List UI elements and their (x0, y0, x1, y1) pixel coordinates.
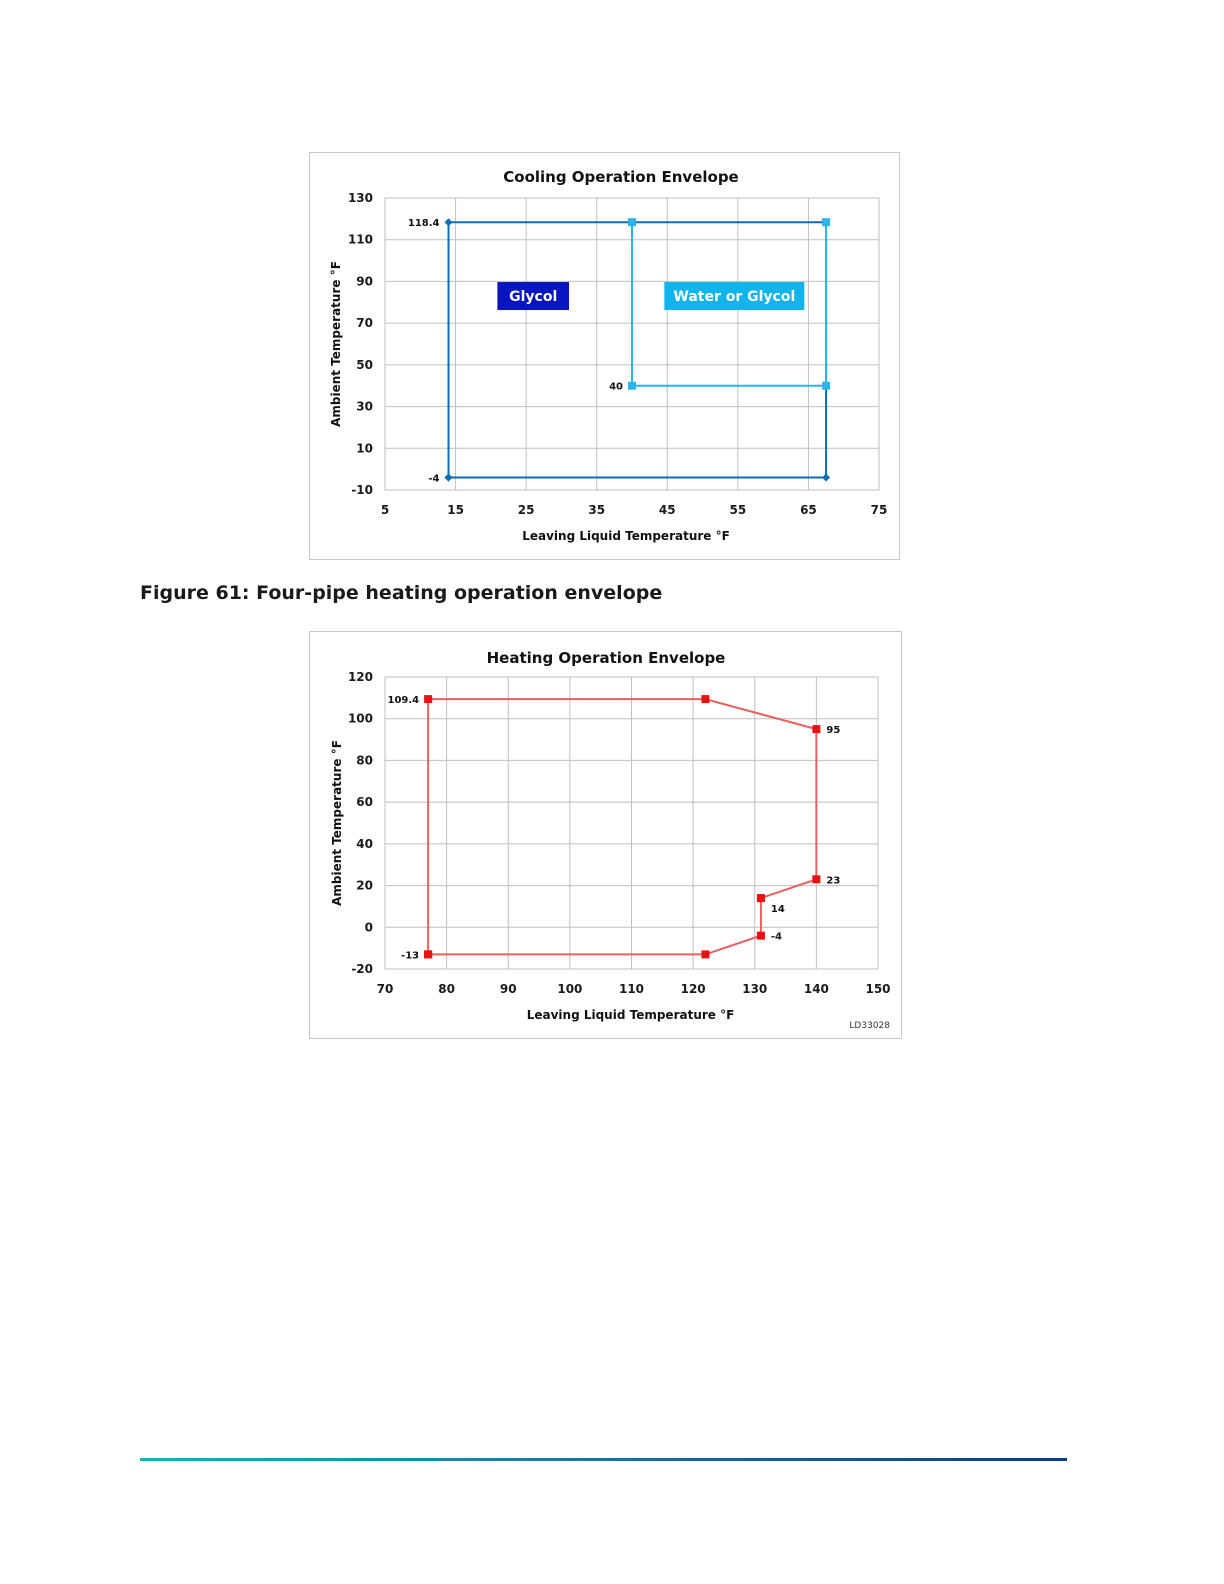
x-axis-title: Leaving Liquid Temperature °F (522, 529, 730, 543)
y-tick-label: 0 (364, 920, 373, 935)
data-label: -13 (401, 950, 420, 962)
x-tick-label: 100 (557, 982, 583, 996)
data-point (757, 894, 765, 902)
y-axis-title: Ambient Temperature °F (330, 740, 344, 906)
y-tick-label: 130 (347, 191, 373, 205)
data-point (628, 382, 636, 390)
data-label: -4 (770, 931, 783, 943)
data-label: -4 (428, 473, 440, 485)
x-tick-label: 70 (376, 982, 394, 996)
x-tick-label: 45 (658, 503, 676, 517)
drawing-code: LD33028 (849, 1021, 890, 1031)
x-tick-label: 25 (517, 503, 535, 517)
data-point (822, 218, 830, 226)
y-tick-label: 30 (356, 399, 373, 414)
x-tick-label: 65 (800, 503, 817, 517)
figure-caption: Figure 61: Four-pipe heating operation envelope (140, 582, 663, 604)
data-label: 109.4 (387, 695, 420, 707)
y-tick-label: -20 (351, 962, 373, 976)
x-tick-label: 130 (742, 982, 768, 996)
data-point (757, 932, 765, 940)
y-tick-label: 50 (356, 357, 373, 372)
data-label: 23 (826, 875, 841, 887)
y-tick-label: 90 (356, 274, 373, 289)
region-label: Glycol (509, 289, 558, 306)
y-tick-label: 80 (356, 753, 373, 768)
x-tick-label: 35 (588, 503, 606, 517)
y-tick-label: -10 (351, 483, 373, 497)
x-tick-label: 120 (680, 982, 706, 996)
data-point (424, 695, 432, 703)
data-point (812, 725, 820, 733)
region-label: Water or Glycol (673, 289, 796, 306)
y-tick-label: 100 (347, 711, 373, 726)
y-tick-label: 70 (356, 316, 373, 331)
y-tick-label: 20 (356, 878, 373, 893)
x-tick-label: 75 (870, 503, 888, 517)
x-tick-label: 15 (447, 503, 464, 517)
data-label: 14 (770, 904, 785, 916)
chart-title: Heating Operation Envelope (486, 649, 726, 667)
x-tick-label: 90 (499, 982, 517, 996)
data-point (424, 950, 432, 958)
y-tick-label: 60 (356, 795, 373, 810)
y-tick-label: 120 (347, 670, 373, 684)
data-label: 95 (826, 725, 841, 737)
data-point (701, 695, 709, 703)
x-tick-label: 80 (438, 982, 455, 996)
y-tick-label: 110 (347, 232, 373, 247)
cooling-envelope-chart (309, 152, 900, 560)
data-label: 118.4 (407, 218, 440, 230)
x-tick-label: 150 (865, 982, 891, 996)
heating-envelope-chart (309, 631, 902, 1039)
footer-divider (140, 1458, 1067, 1461)
x-tick-label: 110 (618, 982, 645, 996)
y-tick-label: 40 (356, 836, 373, 851)
chart-title: Cooling Operation Envelope (503, 168, 739, 186)
x-axis-title: Leaving Liquid Temperature °F (526, 1008, 735, 1022)
y-axis-title: Ambient Temperature °F (329, 261, 343, 427)
data-point (701, 950, 709, 958)
y-tick-label: 10 (356, 441, 373, 456)
cooling-chart-svg (310, 153, 899, 559)
heating-chart-svg (310, 632, 901, 1038)
x-tick-label: 140 (803, 982, 829, 996)
data-point (812, 875, 820, 883)
x-tick-label: 5 (380, 503, 390, 517)
data-label: 40 (609, 381, 623, 393)
data-point (628, 218, 636, 226)
data-point (822, 382, 830, 390)
x-tick-label: 55 (729, 503, 747, 517)
